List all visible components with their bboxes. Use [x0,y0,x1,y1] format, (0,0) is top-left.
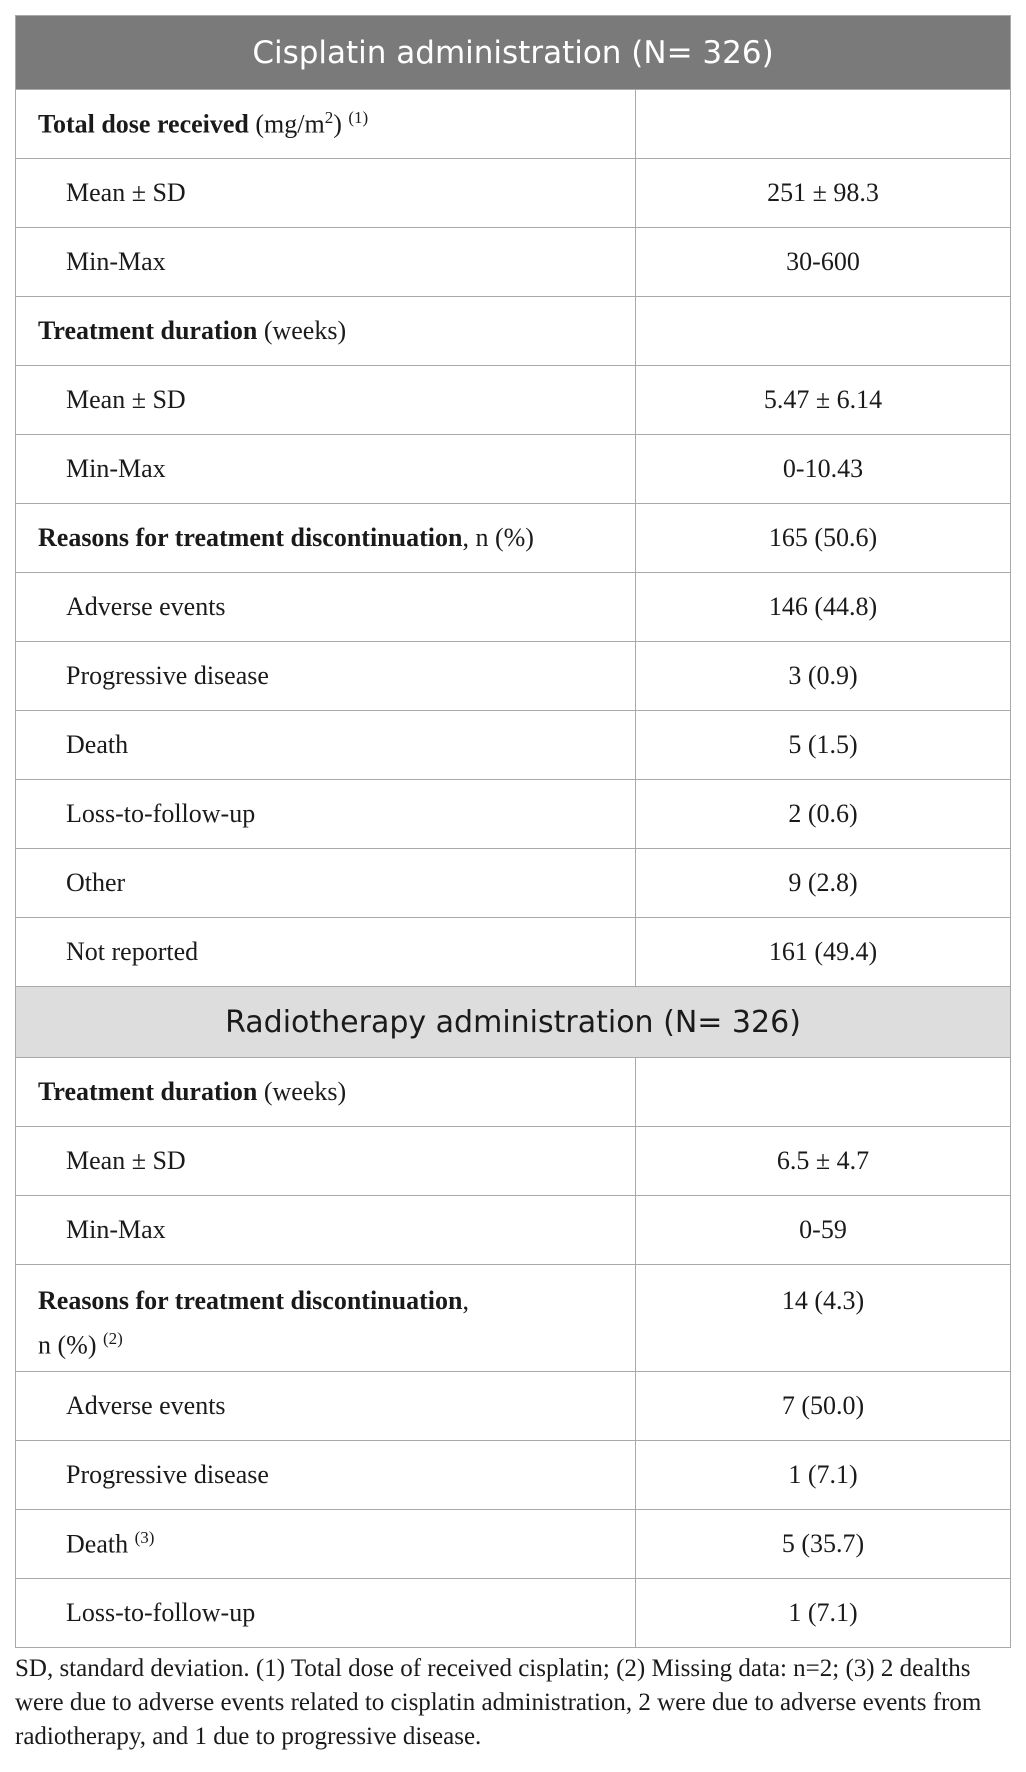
table-row [16,1441,1011,1510]
row-value-empty [636,1058,1011,1127]
table-row [16,1196,1011,1265]
row-value [636,1265,1011,1372]
row-label-reasons [16,1265,636,1372]
row-value: 5.47 ± 6.14 [636,366,1011,435]
table-row [16,780,1011,849]
row-value-empty [636,297,1011,366]
dose-unit-sup: 2 [324,108,334,128]
row-label: Death [16,711,636,780]
row-label-total-dose [16,90,636,159]
row-label: Other [16,849,636,918]
treatment-table [15,15,1011,1648]
reasons-label: Reasons for treatment discontinuation [38,523,463,552]
death-footnote-marker: (3) [134,1528,155,1548]
table-row [16,642,1011,711]
table-container [15,15,1010,1648]
row-value: 0-10.43 [636,435,1011,504]
row-value-empty [636,90,1011,159]
row-label: Loss-to-follow-up [16,780,636,849]
table-row [16,297,1011,366]
table-row [16,1372,1011,1441]
row-value: 0-59 [636,1196,1011,1265]
section-title-radiotherapy: Radiotherapy administration (N= 326) [16,987,1011,1058]
table-row [16,573,1011,642]
row-value: 161 (49.4) [636,918,1011,987]
table-row [16,711,1011,780]
duration-unit: (weeks) [257,1077,347,1106]
row-label: Loss-to-follow-up [16,1579,636,1648]
reasons-label: Reasons for treatment discontinuation [38,1286,463,1315]
row-value: 3 (0.9) [636,642,1011,711]
row-value: 7 (50.0) [636,1372,1011,1441]
section-header-cisplatin [16,16,1011,90]
row-value: 6.5 ± 4.7 [636,1127,1011,1196]
table-row [16,90,1011,159]
row-value: 30-600 [636,228,1011,297]
reasons-value: 14 (4.3) [781,1286,865,1315]
duration-label: Treatment duration [38,316,258,345]
row-value: 9 (2.8) [636,849,1011,918]
row-label: Progressive disease [16,1441,636,1510]
dose-unit-post: ) [333,109,342,139]
dose-footnote-marker: (1) [348,108,369,128]
row-label-reasons [16,504,636,573]
reasons-unit: , n (%) [462,523,534,552]
table-row [16,159,1011,228]
table-row [16,228,1011,297]
table-row [16,1058,1011,1127]
table-row [16,918,1011,987]
row-value: 5 (1.5) [636,711,1011,780]
total-dose-label: Total dose received [38,109,249,139]
row-value: 1 (7.1) [636,1579,1011,1648]
table-row [16,504,1011,573]
table-row [16,1265,1011,1372]
row-label: Min-Max [16,228,636,297]
table-row [16,1579,1011,1648]
table-row [16,1510,1011,1579]
row-value: 251 ± 98.3 [636,159,1011,228]
table-row [16,366,1011,435]
death-label: Death [66,1529,129,1559]
row-value: 146 (44.8) [636,573,1011,642]
row-label-death [16,1510,636,1579]
table-row [16,435,1011,504]
row-label: Progressive disease [16,642,636,711]
dose-unit-pre: (mg/m [248,109,325,139]
duration-label: Treatment duration [38,1077,258,1106]
reasons-comma: , [462,1286,469,1315]
row-label: Mean ± SD [16,159,636,228]
row-label: Min-Max [16,435,636,504]
row-label: Mean ± SD [16,366,636,435]
table-row [16,849,1011,918]
row-label-duration [16,297,636,366]
row-value: 5 (35.7) [636,1510,1011,1579]
row-label: Adverse events [16,1372,636,1441]
section-title-cisplatin: Cisplatin administration (N= 326) [16,16,1011,90]
row-label-duration [16,1058,636,1127]
row-label: Adverse events [16,573,636,642]
row-value: 165 (50.6) [636,504,1011,573]
reasons-footnote-marker: (2) [102,1329,123,1348]
row-value: 1 (7.1) [636,1441,1011,1510]
row-label: Mean ± SD [16,1127,636,1196]
row-label: Not reported [16,918,636,987]
duration-unit: (weeks) [257,316,347,345]
table-footnote: SD, standard deviation. (1) Total dose of received cisplatin; (2) Missing data: n=2; (3) 2 dealths were due to adverse events related to cisplatin administration, 2 were due to adverse events from radiotherapy, and 1 due to progressive disease. [15,1655,982,1750]
table-row [16,1127,1011,1196]
reasons-unit: n (%) [38,1330,97,1360]
row-value: 2 (0.6) [636,780,1011,849]
row-label: Min-Max [16,1196,636,1265]
section-header-radiotherapy [16,987,1011,1058]
